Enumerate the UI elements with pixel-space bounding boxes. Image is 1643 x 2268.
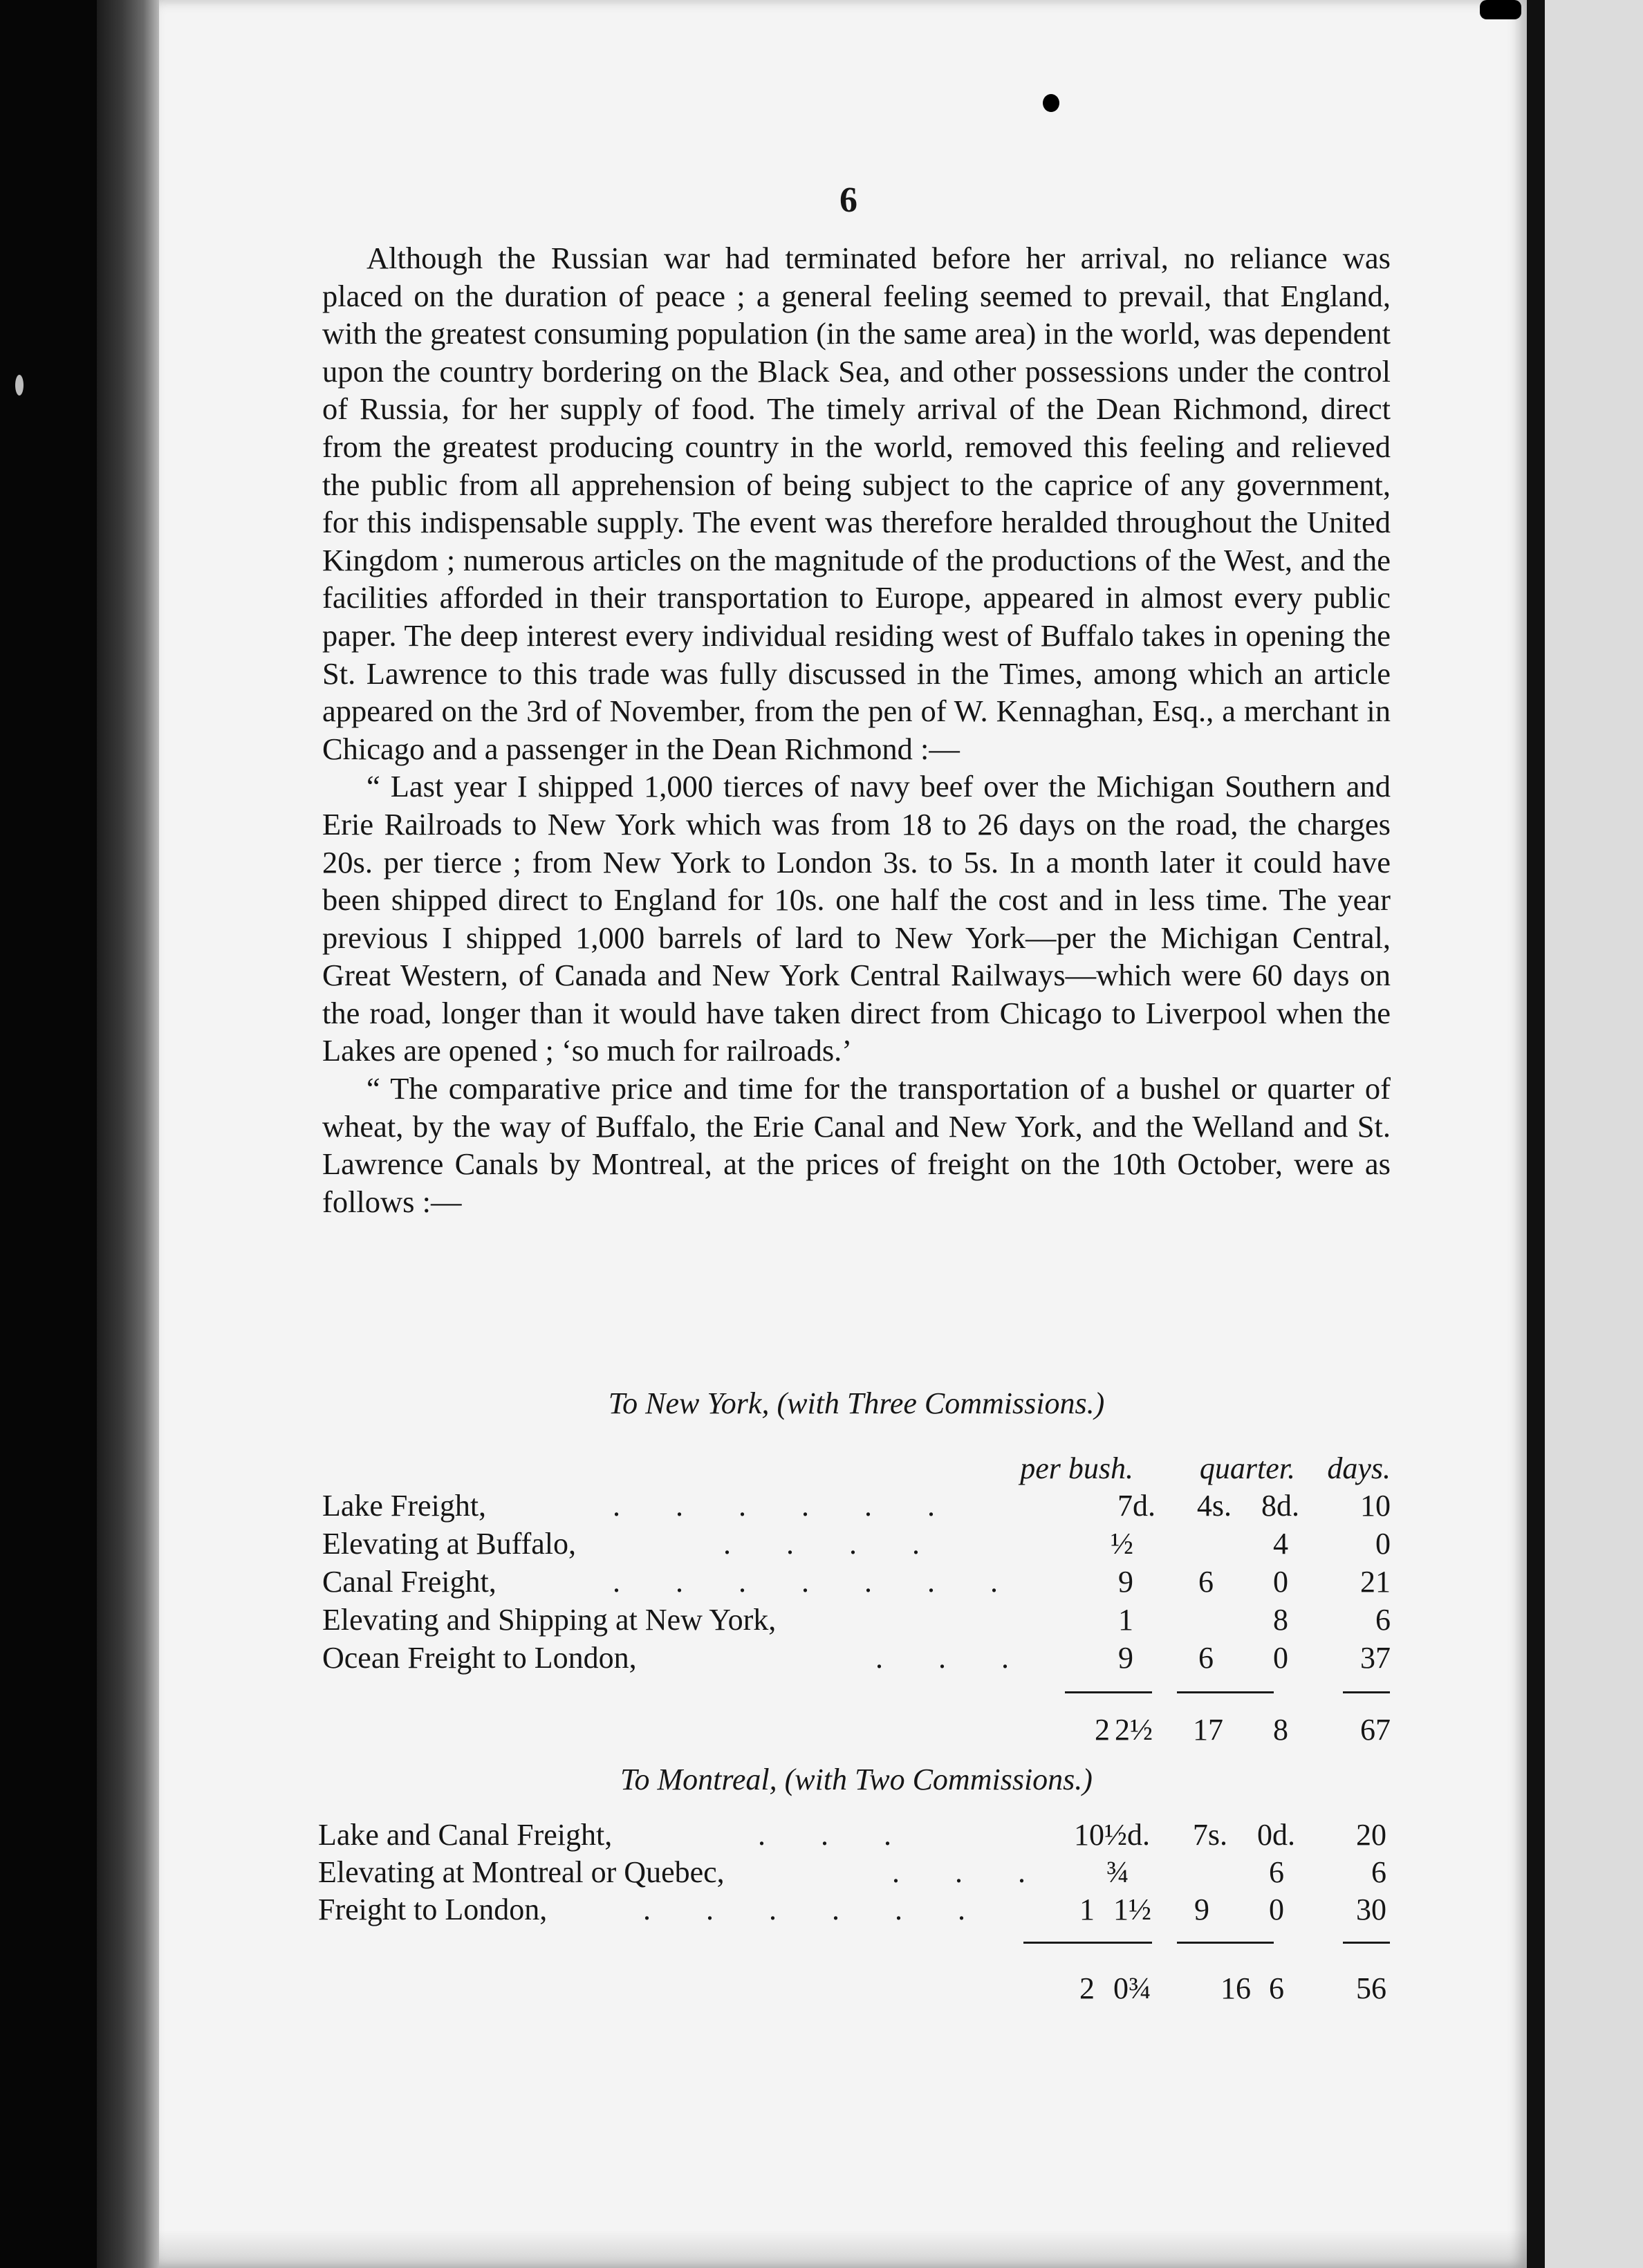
table-title-montreal: To Montreal, (with Two Commissions.) [620, 1763, 1093, 1796]
cell-days: 37 [1360, 1641, 1391, 1675]
cell-qtr-s: 4s. [1196, 1489, 1232, 1523]
total-bush-s: 2 [1079, 1971, 1095, 2005]
dot-leader: . . . [875, 1641, 1010, 1675]
row-label: Lake Freight, [322, 1489, 487, 1523]
cell-bush-d: ¾ [1106, 1855, 1129, 1889]
cell-days: 10 [1360, 1489, 1391, 1523]
cell-bush-d: ½ [1111, 1527, 1133, 1561]
ink-speck [1043, 94, 1059, 112]
total-qtr-s: 16 [1220, 1971, 1251, 2005]
page-bottom-shadow [159, 2230, 1527, 2268]
table-row [318, 1855, 1386, 1893]
row-label: Ocean Freight to London, [322, 1641, 637, 1675]
paragraph-2: “ Last year I shipped 1,000 tierces of navy beef over the Michigan Southern and Erie Railroads to New York which was from 18 to 26 days on the road, the charges 20s. per tierce ; from New York to London 3s. to 5s. In a month later it could have been shipped direct to England for 10s. one half the cost and in less time. The year previous I shipped 1,000 barrels of lard to New York—per the Michigan Central, Great Western, of Canada and New York Central Railways—which were 60 days on the road, longer than it would have taken direct from Chicago to Liverpool when the Lakes are opened ; ‘so much for railroads.’ [322, 769, 1391, 1068]
cell-bush-d: 7d. [1117, 1489, 1155, 1523]
dot-leader: . . . [758, 1818, 893, 1852]
dot-leader: . . . . . . [613, 1489, 936, 1523]
adjacent-page-edge [1545, 0, 1643, 2268]
table-total-row [322, 1712, 1391, 1751]
total-qtr-d: 8 [1273, 1713, 1288, 1747]
cell-bush-d: 1½ [1113, 1893, 1151, 1926]
cell-days: 0 [1375, 1527, 1391, 1561]
total-rule [1177, 1691, 1274, 1693]
header-quarter: quarter. [1199, 1451, 1295, 1485]
cell-bush-d: 10½d. [1074, 1818, 1150, 1852]
dot-leader: . . . . [723, 1527, 921, 1561]
total-rule [1177, 1942, 1274, 1944]
cell-qtr-d: 0 [1273, 1641, 1288, 1675]
total-rule [1343, 1691, 1390, 1693]
row-label: Canal Freight, [322, 1565, 496, 1599]
body-text [322, 239, 1391, 1220]
cell-qtr-d: 8d. [1261, 1489, 1299, 1523]
cell-qtr-d: 0d. [1257, 1818, 1295, 1852]
paragraph-3: “ The comparative price and time for the transportation of a bushel or quarter of wheat, by the way of Buffalo, the Erie Canal and New York, and the Welland and St. Lawrence Canals by Montreal, at the prices of freight on the 10th October, were as follows :— [322, 1071, 1391, 1219]
page-number: 6 [839, 180, 857, 220]
cell-qtr-d: 6 [1269, 1855, 1284, 1889]
cell-days: 21 [1360, 1565, 1391, 1599]
total-qtr-s: 17 [1193, 1713, 1223, 1747]
cell-qtr-d: 4 [1273, 1527, 1288, 1561]
cell-qtr-s: 6 [1198, 1641, 1214, 1675]
cell-qtr-s: 9 [1194, 1893, 1209, 1926]
table-row [322, 1488, 1391, 1527]
scan-left-edge [0, 0, 97, 2268]
total-rule [1065, 1691, 1152, 1693]
cell-qtr-d: 8 [1273, 1603, 1288, 1637]
cell-qtr-s: 6 [1198, 1565, 1214, 1599]
page-gutter [1527, 0, 1545, 2268]
row-label: Elevating at Buffalo, [322, 1527, 576, 1561]
ink-speck [1480, 0, 1521, 19]
total-bush-d: 2½ [1115, 1713, 1153, 1747]
cell-bush-d: 9 [1118, 1641, 1133, 1675]
cell-days: 30 [1356, 1893, 1386, 1926]
table-row [322, 1564, 1391, 1603]
total-rule [1343, 1942, 1390, 1944]
cell-days: 20 [1356, 1818, 1386, 1852]
table-row [318, 1892, 1386, 1931]
total-qtr-d: 6 [1269, 1971, 1284, 2005]
total-days: 56 [1356, 1971, 1386, 2005]
cell-days: 6 [1371, 1855, 1386, 1889]
ink-speck [15, 375, 24, 396]
total-days: 67 [1360, 1713, 1391, 1747]
total-rule [1023, 1942, 1152, 1944]
row-label: Elevating at Montreal or Quebec, [318, 1855, 725, 1889]
book-spine [97, 0, 159, 2268]
row-label: Elevating and Shipping at New York, [322, 1603, 777, 1637]
paragraph-1: Although the Russian war had terminated before her arrival, no reliance was placed on the duration of peace ; a general feeling seemed to prevail, that England, with the greatest consuming population (in the same area) in the world, was dependent upon the country bordering on the Black Sea, and other possessions under the control of Russia, for her supply of food. The timely arrival of the Dean Richmond, direct from the greatest producing country in the world, removed this feeling and relieved the public from all apprehension of being subject to the caprice of any government, for this indispensable supply. The event was therefore heralded throughout the United Kingdom ; numerous articles on the magnitude of the productions of the West, and the facilities afforded in their transportation to Europe, appeared in almost every public paper. The deep interest every individual residing west of Buffalo takes in opening the St. Lawrence to this trade was fully discussed in the Times, among which an article appeared on the 3rd of November, from the pen of W. Kennaghan, Esq., a merchant in Chicago and a passenger in the Dean Richmond :— [322, 241, 1391, 766]
table-title-new-york: To New York, (with Three Commissions.) [608, 1386, 1105, 1420]
dot-leader: . . . [892, 1855, 1027, 1889]
header-days: days. [1327, 1451, 1391, 1485]
row-label: Freight to London, [318, 1893, 548, 1926]
cell-bush-d: 1 [1118, 1603, 1133, 1637]
table-row [322, 1640, 1391, 1679]
table-row [322, 1526, 1391, 1565]
cell-bush-s: 1 [1079, 1893, 1095, 1926]
table-header-row [322, 1451, 1391, 1489]
table-row [318, 1817, 1386, 1856]
table-total-row [318, 1971, 1386, 2009]
dot-leader: . . . . . . . [613, 1565, 999, 1599]
cell-days: 6 [1375, 1603, 1391, 1637]
cell-qtr-d: 0 [1273, 1565, 1288, 1599]
dot-leader: . . . . . . [643, 1893, 967, 1926]
table-row [322, 1602, 1391, 1641]
cell-qtr-d: 0 [1269, 1893, 1284, 1926]
header-per-bush: per bush. [1020, 1451, 1133, 1485]
row-label: Lake and Canal Freight, [318, 1818, 613, 1852]
total-bush-d: 0¾ [1113, 1971, 1151, 2005]
total-bush-s: 2 [1095, 1713, 1110, 1747]
cell-bush-d: 9 [1118, 1565, 1133, 1599]
cell-qtr-s: 7s. [1192, 1818, 1227, 1852]
